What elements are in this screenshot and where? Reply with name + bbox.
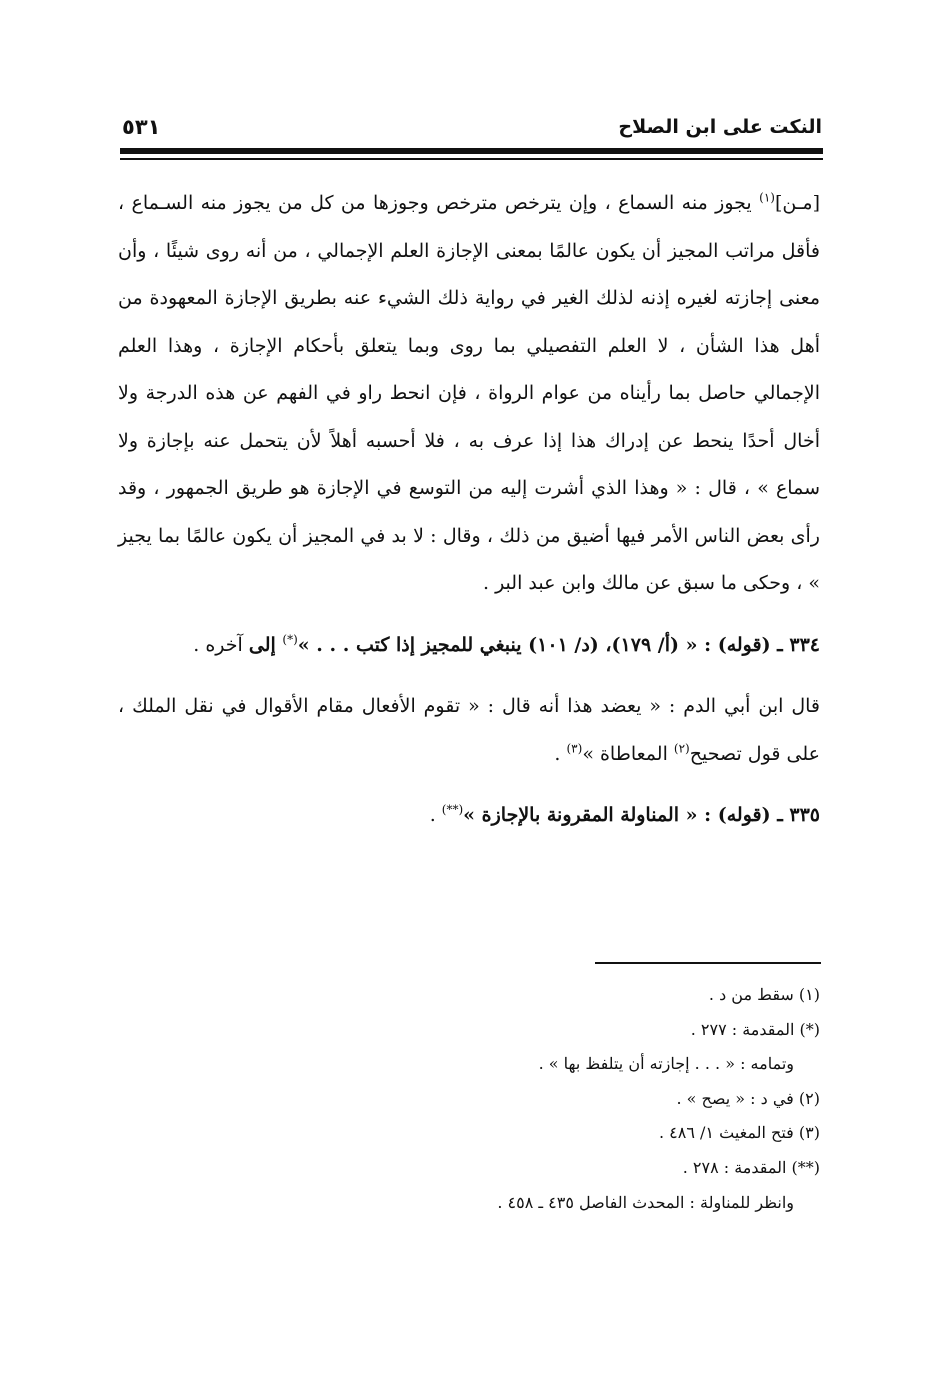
footnote-separator bbox=[595, 962, 821, 964]
paragraph-ibn-abi-al-dam bbox=[118, 683, 820, 778]
footnote-ref-1: (١) bbox=[759, 190, 775, 205]
running-title: النكت على ابن الصلاح bbox=[618, 116, 822, 138]
paragraph-334 bbox=[118, 622, 820, 670]
entry-335-heading: ٣٣٥ ـ (قوله) : « المناولة المقرونة بالإجازة » bbox=[463, 804, 820, 826]
footnote-ref-star: (*) bbox=[282, 632, 298, 647]
paragraph-1 bbox=[118, 180, 820, 608]
quote-text-end: المعاطاة » bbox=[582, 742, 674, 765]
page-header bbox=[122, 112, 822, 146]
paragraph-1-opening: [مـن] bbox=[774, 192, 820, 214]
main-text bbox=[118, 180, 820, 840]
entry-334-continuation: إلى bbox=[248, 633, 283, 656]
footnote-double-star-continuation: وانظر للمناولة : المحدث الفاصل ٤٣٥ ـ ٤٥٨ . bbox=[497, 1192, 794, 1212]
header-rule-thin bbox=[120, 158, 823, 160]
footnote-ref-double-star: (**) bbox=[441, 802, 464, 817]
entry-334-ending: آخره . bbox=[193, 633, 249, 656]
entry-335-period: . bbox=[429, 804, 442, 826]
footnote-3: (٣) فتح المغيث ١/ ٤٨٦ . bbox=[658, 1123, 820, 1143]
paragraph-335 bbox=[118, 792, 820, 840]
footnote-2: (٢) في د : « يصح » . bbox=[676, 1088, 820, 1108]
footnote-1: (١) سقط من د . bbox=[708, 985, 820, 1004]
entry-334-heading: ٣٣٤ ـ (قوله) : « (أ/ ١٧٩)، (د/ ١٠١) ينبغي للمجيز إذا كتب . . . » bbox=[297, 633, 820, 656]
quote-period: . bbox=[554, 742, 567, 765]
footnote-double-star: (**) المقدمة : ٢٧٨ . bbox=[682, 1157, 820, 1177]
footnote-ref-3: (٣) bbox=[566, 741, 583, 756]
paragraph-1-text: يجوز منه السماع ، وإن يترخص مترخص وجوزها من كل من يجوز منه السـماع ، فأقل مراتب المجيز أن يكون عالمًا بمعنى الإجازة العلم الإجمالي ، من أنه روى شيئًا ، وأن معنى إجازته لغيره إذنه لذلك الغير في رواية ذلك الشيء عنه بطريق الإجازة المعهودة من أهل هذا الشأن ، لا العلم التفصيلي بما روى وبما يتعلق بأحكام الإجازة ، وهذا العلم الإجمالي حاصل بما رأيناه من عوام الرواة ، فإن انحط راو في الفهم عن هذه الدرجة ولا أخال أحدًا ينحط عن إدراك هذا إذا عرف به ، فلا أحسبه أهلاً لأن يتحمل عنه بإجازة ولا سماع » ، قال : « وهذا الذي أشرت إليه من التوسع في الإجازة هو طريق الجمهور ، وقد رأى بعض الناس الأمر فيها أضيق من ذلك ، وقال : لا بد في المجيز أن يكون عالمًا بما يجيز » ، وحكى ما سبق عن مالك وابن عبد البر . bbox=[118, 192, 820, 594]
quote-text: قال ابن أبي الدم : « يعضد هذا أنه قال : « تقوم الأفعال مقام الأقوال في نقل الملك ، على قول تصحيح bbox=[118, 695, 821, 765]
footnotes bbox=[300, 978, 820, 1220]
footnote-ref-2: (٢) bbox=[673, 741, 690, 756]
footnote-star: (*) المقدمة : ٢٧٧ . bbox=[690, 1019, 820, 1039]
header-rule-thick bbox=[120, 148, 823, 154]
page-number: ٥٣١ bbox=[122, 115, 161, 139]
footnote-star-continuation: وتمامه : « . . . إجازته أن يتلفظ بها » . bbox=[538, 1054, 794, 1074]
